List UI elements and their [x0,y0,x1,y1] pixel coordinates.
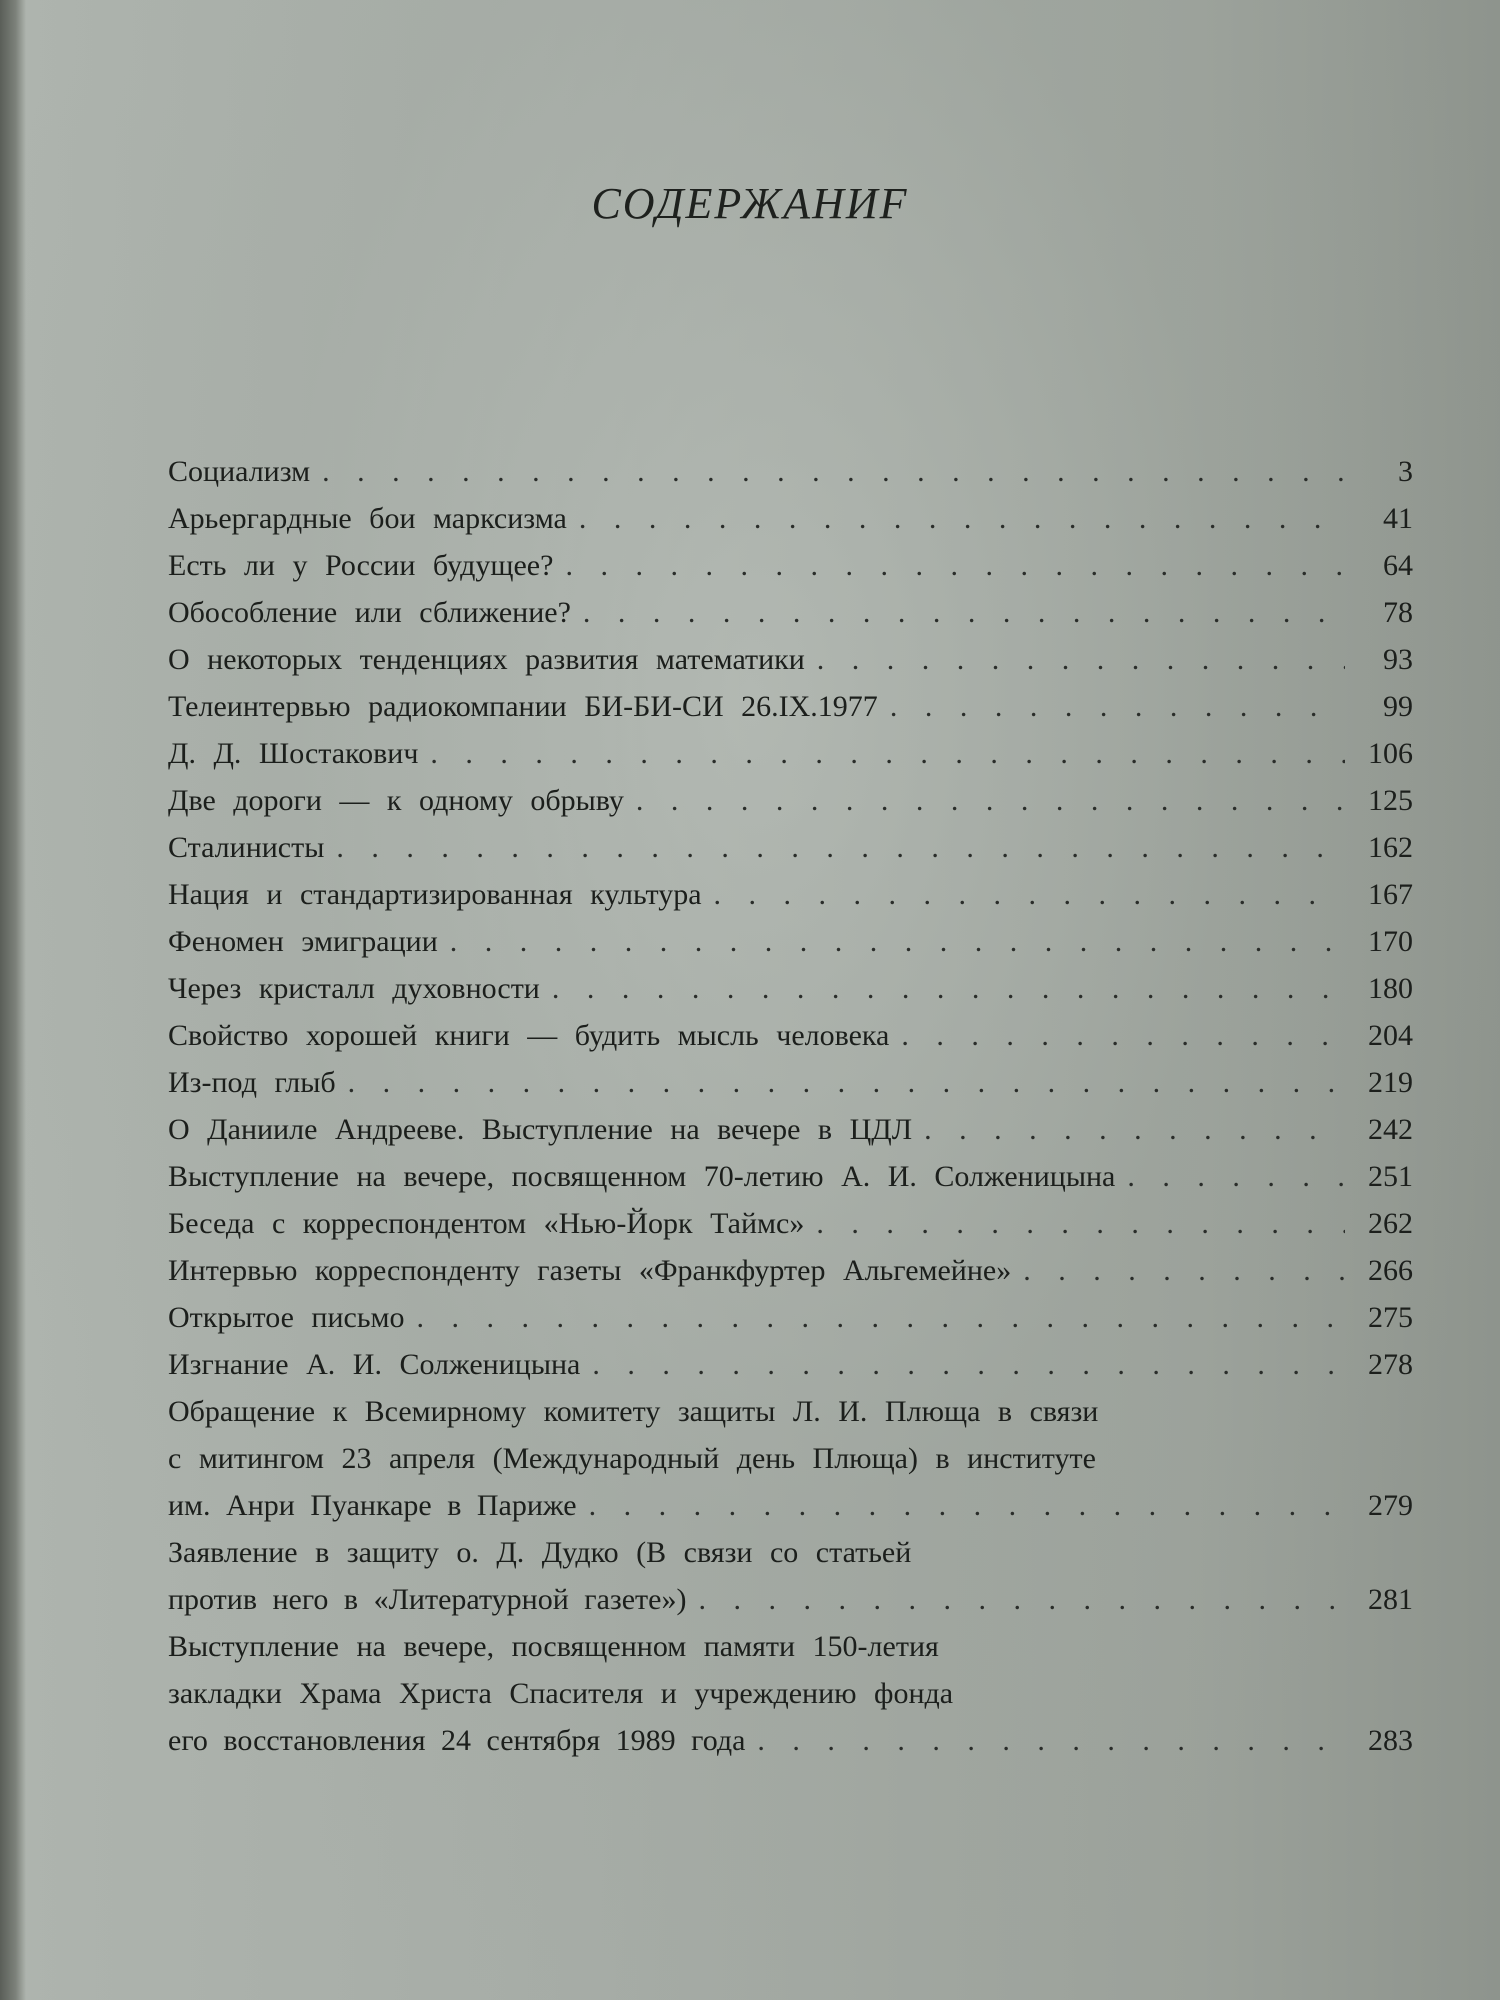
leader-dots [636,777,1345,824]
toc-entry-title: против него в «Литературной газете») [168,1583,687,1616]
toc-entry-title: Беседа с корреспондентом «Нью-Йорк Таймс» [168,1207,805,1240]
leader-dots [417,1294,1346,1341]
toc-entry [168,1529,1413,1623]
toc-entry [168,448,1413,495]
toc-entry [168,918,1413,965]
toc-entry-title: О некоторых тенденциях развития математики [168,643,805,676]
toc-entry [168,730,1413,777]
toc-page-number: 125 [1368,784,1413,817]
toc-page-number: 283 [1368,1724,1413,1757]
toc-page-number: 180 [1368,972,1413,1005]
toc-entry-title: Интервью корреспонденту газеты «Франкфуртер Альгемейне» [168,1254,1012,1287]
toc-entry-title: Нация и стандартизированная культура [168,878,702,911]
toc-page-number: 242 [1368,1113,1413,1146]
toc-entry-title: Есть ли у России будущее? [168,549,554,582]
toc-entry-title: Заявление в защиту о. Д. Дудко (В связи со статьей [168,1536,912,1569]
leader-dots [714,871,1345,918]
toc-entry [168,683,1413,730]
toc-page-number: 99 [1383,690,1413,723]
toc-page-number: 170 [1368,925,1413,958]
toc-page-number: 251 [1368,1160,1413,1193]
leader-dots [816,1200,1345,1247]
toc-entry [168,495,1413,542]
toc-entry-title: закладки Храма Христа Спасителя и учреждению фонда [168,1677,954,1710]
toc-entry-title: Телеинтервью радиокомпании БИ-БИ-СИ 26.IX.1977 [168,690,878,723]
toc-entry [168,1623,1413,1764]
toc-entry-title: его восстановления 24 сентября 1989 года [168,1724,746,1757]
toc-entry-title: Через кристалл духовности [168,972,540,1005]
leader-dots [757,1717,1345,1764]
toc-page-number: 93 [1383,643,1413,676]
leader-dots [322,448,1345,495]
toc-page-number: 3 [1398,455,1413,488]
toc-page-number: 266 [1368,1254,1413,1287]
leader-dots [924,1106,1345,1153]
leader-dots [890,683,1345,730]
toc-page-number: 275 [1368,1301,1413,1334]
toc-entry-title: Свойство хорошей книги — будить мысль человека [168,1019,890,1052]
toc-entry-title: Две дороги — к одному обрыву [168,784,624,817]
leader-dots [589,1482,1345,1529]
toc-entry-title: Из-под глыб [168,1066,336,1099]
toc-entry [168,824,1413,871]
toc-page-number: 78 [1383,596,1413,629]
toc-entry-title: Изгнание А. И. Солженицына [168,1348,581,1381]
toc-page-number: 64 [1383,549,1413,582]
leader-dots [817,636,1345,683]
toc-entry-title: Обращение к Всемирному комитету защиты Л. И. Плюща в связи [168,1395,1099,1428]
toc-page-number: 278 [1368,1348,1413,1381]
toc-entry-title: Д. Д. Шостакович [168,737,419,770]
toc-entry-title: Социализм [168,455,311,488]
toc-entry-title: им. Анри Пуанкаре в Париже [168,1489,577,1522]
leader-dots [698,1576,1345,1623]
table-of-contents [168,448,1413,1764]
leader-dots [583,589,1345,636]
toc-entry [168,589,1413,636]
leader-dots [552,965,1345,1012]
leader-dots [579,495,1345,542]
toc-page-number: 279 [1368,1489,1413,1522]
toc-entry-title: Выступление на вечере, посвященном 70-летию А. И. Солженицына [168,1160,1116,1193]
leader-dots [348,1059,1345,1106]
leader-dots [1127,1153,1345,1200]
toc-page-number: 41 [1383,502,1413,535]
toc-entry [168,1059,1413,1106]
toc-entry-title: с митингом 23 апреля (Международный день Плюща) в институте [168,1442,1096,1475]
toc-entry-title: Открытое письмо [168,1301,405,1334]
leader-dots [565,542,1345,589]
toc-entry [168,965,1413,1012]
toc-entry [168,777,1413,824]
page-title: СОДЕРЖАНИF [591,179,909,228]
leader-dots [1023,1247,1345,1294]
toc-page-number: 204 [1368,1019,1413,1052]
toc-entry [168,1247,1413,1294]
toc-entry [168,1106,1413,1153]
toc-entry [168,542,1413,589]
toc-entry [168,1012,1413,1059]
toc-page-number: 281 [1368,1583,1413,1616]
toc-entry-title: Сталинисты [168,831,325,864]
toc-entry [168,1153,1413,1200]
toc-entry-title: Арьергардные бои марксизма [168,502,567,535]
leader-dots [901,1012,1345,1059]
toc-page-number: 167 [1368,878,1413,911]
toc-entry [168,871,1413,918]
leader-dots [430,730,1345,777]
leader-dots [336,824,1345,871]
leader-dots [450,918,1345,965]
toc-page-number: 219 [1368,1066,1413,1099]
toc-page-number: 162 [1368,831,1413,864]
toc-entry [168,1294,1413,1341]
toc-entry-title: О Данииле Андрееве. Выступление на вечере в ЦДЛ [168,1113,913,1146]
toc-entry-title: Феномен эмиграции [168,925,438,958]
toc-entry [168,1388,1413,1529]
toc-entry-title: Выступление на вечере, посвященном памяти 150-летия [168,1630,939,1663]
leader-dots [592,1341,1345,1388]
toc-page-number: 106 [1368,737,1413,770]
toc-entry [168,1341,1413,1388]
toc-page-number: 262 [1368,1207,1413,1240]
toc-entry-title: Обособление или сближение? [168,596,571,629]
toc-entry [168,636,1413,683]
toc-entry [168,1200,1413,1247]
